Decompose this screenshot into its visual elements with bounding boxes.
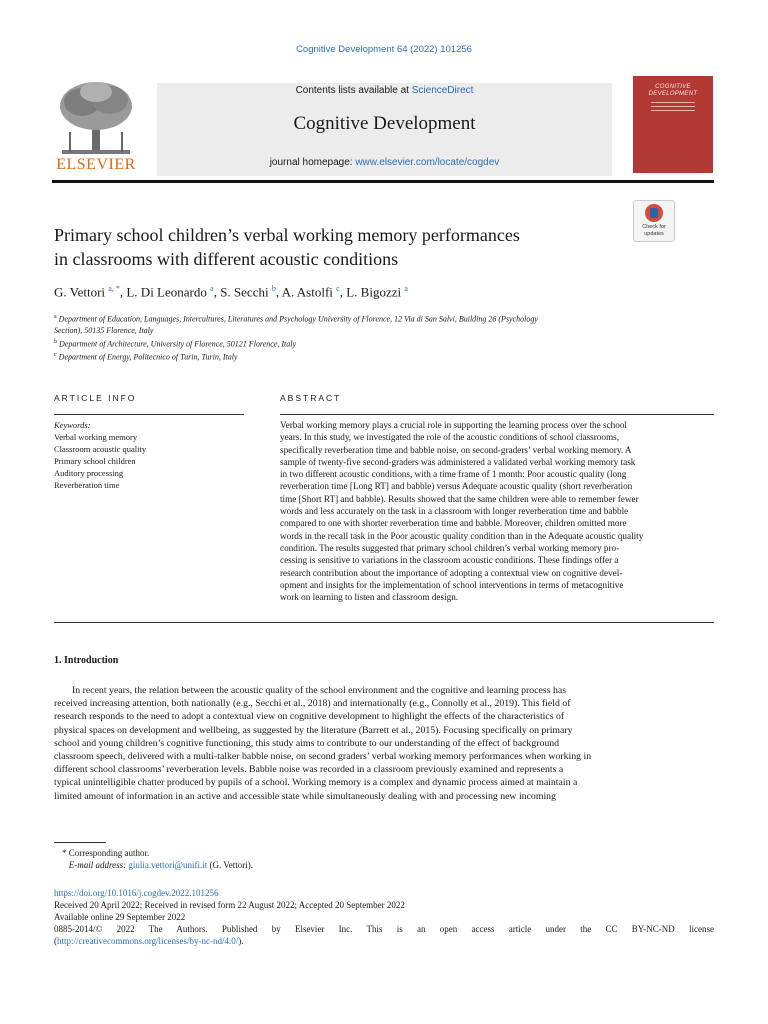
doi-link[interactable]: https://doi.org/10.1016/j.cogdev.2022.101256 [54,888,219,898]
keyword: Reverberation time [54,480,120,490]
intro-line: physical spaces on development and wellbeing, as suggested by the literature (Barrett et al., 2015). Focusing specifically on primary [54,724,573,736]
abstract-line: cessing is sensitive to variations in the classroom acoustic conditions. These findings offer a [280,555,619,566]
corresponding-author-note: * Corresponding author. [62,848,150,858]
keyword: Classroom acoustic quality [54,444,147,454]
author-name[interactable]: G. Vettori [54,284,106,300]
homepage-link[interactable]: www.elsevier.com/locate/cogdev [355,157,500,168]
abstract-rule [280,414,714,415]
license-link-line: (http://creativecommons.org/licenses/by-nc-nd/4.0/). [54,936,244,946]
journal-reference-link[interactable]: Cognitive Development 64 (2022) 101256 [296,44,472,55]
footnote-rule [54,842,106,843]
check-for-updates-button[interactable] [633,200,675,242]
abstract-line: reverberation time [Long RT] and babble) versus Adequate acoustic quality (short reverberation [280,481,633,492]
intro-line: received increasing attention, both nationally (e.g., Secchi et al., 2018) and internationally (e.g., Connolly et al., 2019). This field of [54,698,571,710]
abstract-line: compared to one with shorter reverberation time and babble. Moreover, children omitted more [280,518,627,529]
author-name[interactable]: A. Astolfi [281,284,333,300]
sciencedirect-link[interactable]: ScienceDirect [411,85,474,96]
intro-line: In recent years, the relation between the acoustic quality of the school environment and the cognitive and learning process has [72,685,567,696]
abstract-line: words in the recall task in the Poor acoustic quality condition than in the Adequate acoustic quality [280,530,644,541]
cover-title: COGNITIVE DEVELOPMENT [648,84,698,97]
introduction-heading: 1. Introduction [54,655,119,666]
elsevier-tree-icon [52,80,140,158]
keywords-block [54,419,244,491]
article-info-heading: ARTICLE INFO [54,393,137,403]
abstract-line: Verbal working memory plays a crucial role in supporting the learning process over the school [280,420,627,430]
author-list: G. Vettori $^{a, *}$, L. Di Leonardo $^a$, S. Secchi $^b$, A. Astolfi $^c$, L. Bigozzi $^a$ [54,284,408,300]
license-link[interactable]: http://creativecommons.org/licenses/by-nc-nd/4.0/ [57,936,239,946]
keyword: Verbal working memory [54,432,138,442]
abstract-text [280,419,714,603]
article-metadata [54,887,714,947]
available-online: Available online 29 September 2022 [54,912,186,922]
license-line: 0885-2014/© 2022 The Authors. Published by Elsevier Inc. This is an open access article under the CC BY-NC-ND license [54,924,714,934]
affiliation: $^b$ Department of Architecture, University of Florence, 50121 Florence, Italy [54,338,297,349]
abstract-line: time [Short RT] and babble). Results showed that the same children were able to remember fewer [280,493,639,504]
keyword: Auditory processing [54,468,124,478]
crossmark-label: Check for updates [642,224,666,237]
introduction-text [54,684,714,803]
abstract-line: condition. The results suggested that primary school children’s verbal working memory pro- [280,542,620,553]
abstract-line: in two different acoustic conditions, with a time frame of 1 month: Poor acoustic quality (long [280,469,627,480]
author-affil-sup[interactable]: a [210,284,214,293]
cover-line [651,106,695,107]
author-name[interactable]: L. Bigozzi [346,284,402,300]
intro-line: different school classrooms’ reverberation levels. Babble noise was recorded in a classroom previously examined and represents a [54,764,564,776]
author-name[interactable]: S. Secchi [220,284,269,300]
crossmark-icon [645,204,663,222]
abstract-line: sample of twenty-five second-graders was administered a validated verbal working memory task [280,456,636,467]
publisher-name: ELSEVIER [56,156,136,173]
email-note: E-mail address: giulia.vettori@unifi.it (G. Vettori). [68,860,254,870]
intro-line: typical unintelligible chatter produced by pupils of a school. Working memory is a complex and dynamic process aimed at maintain a [54,777,578,789]
author-affil-sup[interactable]: a [404,284,408,293]
abstract-heading: ABSTRACT [280,393,342,403]
footnote [62,847,253,871]
author-affil-sup[interactable]: c [336,284,340,293]
journal-banner [157,83,612,176]
abstract-line: specifically reverberation time and babble noise, on second-graders’ verbal working memory. A [280,444,632,455]
abstract-line: work on learning to listen and classroom design. [280,592,459,603]
email-link[interactable]: giulia.vettori@unifi.it [128,860,208,870]
affiliation: $^a$ Department of Education, Languages, Intercultures, Literatures and Psychology University of Florence, 12 Via di San Salvi, Building 26 (Psychology Section), 50135 Florence, Italy [54,314,538,336]
abstract-line: words and less accurately on the task in a classroom with longer reverberation time and babble [280,506,629,517]
contents-lists: Contents lists available at ScienceDirect [295,85,474,96]
abstract-line: years. In this study, we investigated the role of the acoustic conditions of school classrooms, [280,432,620,443]
keyword: Primary school children [54,456,136,466]
journal-cover-image[interactable] [633,76,713,173]
journal-title: Cognitive Development [293,113,476,134]
intro-line: classroom speech, delivered with a multi-talker babble noise, on second graders’ verbal working memory performances when working in [54,751,592,763]
cover-line [651,110,695,111]
affiliation: $^c$ Department of Energy, Politecnico of Turin, Turin, Italy [54,351,238,362]
abstract-line: research contribution about the importance of adopting a contextual view on cognitive devel- [280,567,623,578]
abstract-bottom-rule [54,622,714,623]
author-affil-sup[interactable]: b [271,284,276,293]
keywords-label: Keywords: [54,420,91,430]
article-info-rule [54,414,244,415]
article-title: Primary school children’s verbal working memory performances in classrooms with different acoustic conditions [54,225,520,269]
received-dates: Received 20 April 2022; Received in revised form 22 August 2022; Accepted 20 September 2022 [54,900,405,910]
journal-homepage: journal homepage: www.elsevier.com/locate/cogdev [269,157,500,168]
author-affil-sup[interactable]: a, * [108,284,120,293]
elsevier-logo [52,80,140,174]
header-rule [52,180,714,183]
affiliations [54,312,624,363]
cover-line [651,102,695,103]
intro-line: school and young children’s cognitive functioning, this study aims to contribute to our understanding of the effect of background [54,737,560,749]
intro-line: limited amount of information in an active and accessible state while simultaneously dealing with and processing new incoming [54,790,556,802]
intro-line: research responds to the need to adopt a contextual view on cognitive development to highlight the effects of the characteristics of [54,711,565,723]
author-name[interactable]: L. Di Leonardo [126,284,207,300]
abstract-line: opment and insights for the implementation of school interventions in terms of metacognitive [280,579,624,590]
